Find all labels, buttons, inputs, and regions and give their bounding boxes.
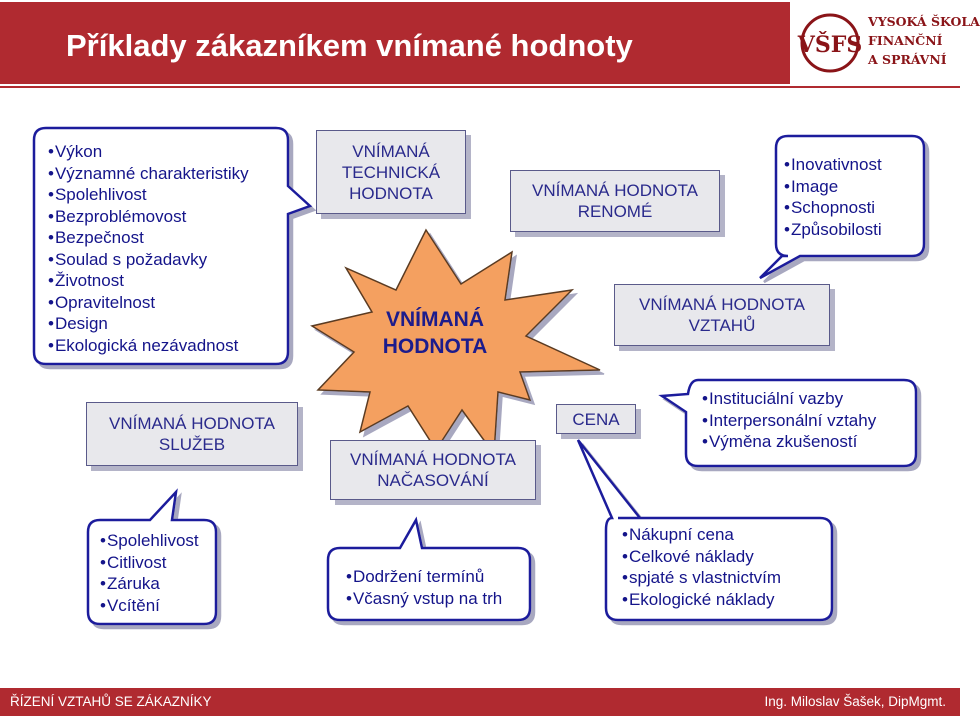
box-technicka-hodnota <box>316 130 466 214</box>
footer-course-title: ŘÍZENÍ VZTAHŮ SE ZÁKAZNÍKY <box>10 694 212 709</box>
box-nacasovani-line-1: VNÍMANÁ HODNOTA <box>350 450 516 469</box>
list-item: • Celkové náklady <box>622 546 781 568</box>
logo-line-3: A SPRÁVNÍ <box>868 52 947 67</box>
box-vztahu-line-1: VNÍMANÁ HODNOTA <box>639 295 805 314</box>
callout-inovativnost-list <box>784 154 882 240</box>
box-sluzeb-line-2: SLUŽEB <box>158 435 226 454</box>
box-hodnota-renome <box>510 170 720 232</box>
list-item: • Dodržení termínů <box>346 566 502 588</box>
list-item: • Bezproblémovost <box>48 206 249 228</box>
box-cena-label: CENA <box>572 409 620 429</box>
box-hodnota-sluzeb <box>86 402 298 466</box>
list-item: • Vcítění <box>100 595 199 617</box>
list-item: • Schopnosti <box>784 197 882 219</box>
center-line-1: VNÍMANÁ <box>386 308 484 331</box>
list-item: • Citlivost <box>100 552 199 574</box>
page-title: Příklady zákazníkem vnímané hodnoty <box>66 28 633 63</box>
footer-bar <box>0 688 960 716</box>
list-item: • Ekologické náklady <box>622 589 781 611</box>
list-item: • Spolehlivost <box>100 530 199 552</box>
box-hodnota-nacasovani <box>330 440 536 500</box>
box-technicka-line-2: TECHNICKÁ <box>341 162 441 182</box>
list-item: • Spolehlivost <box>48 184 249 206</box>
list-item: • Životnost <box>48 270 249 292</box>
box-vztahu-line-2: VZTAHŮ <box>688 316 756 335</box>
logo-line-1: VYSOKÁ ŠKOLA <box>868 14 980 29</box>
list-item: • Design <box>48 313 249 335</box>
center-star-label <box>370 306 500 360</box>
logo-line-2: FINANČNÍ <box>868 33 943 48</box>
list-item: • Interpersonální vztahy <box>702 410 876 432</box>
box-renome-line-2: RENOMÉ <box>577 202 653 221</box>
list-item: • Výměna zkušeností <box>702 431 876 453</box>
list-item: • spjaté s vlastnictvím <box>622 567 781 589</box>
list-item: • Způsobilosti <box>784 219 882 241</box>
box-sluzeb-line-1: VNÍMANÁ HODNOTA <box>109 414 275 433</box>
list-item: • Záruka <box>100 573 199 595</box>
callout-terminy-list <box>346 566 502 609</box>
list-item: • Výkon <box>48 141 249 163</box>
list-item: • Včasný vstup na trh <box>346 588 502 610</box>
list-item: • Opravitelnost <box>48 292 249 314</box>
box-nacasovani-line-2: NAČASOVÁNÍ <box>377 471 489 490</box>
list-item: • Image <box>784 176 882 198</box>
list-item: • Ekologická nezávadnost <box>48 335 249 357</box>
center-line-2: HODNOTA <box>382 335 488 358</box>
footer-author: Ing. Miloslav Šašek, DipMgmt. <box>764 694 946 709</box>
callout-vazby-list <box>702 388 876 453</box>
box-cena <box>556 404 636 434</box>
svg-text:VŠFS: VŠFS <box>797 32 863 58</box>
list-item: • Inovativnost <box>784 154 882 176</box>
list-item: • Nákupní cena <box>622 524 781 546</box>
list-item: • Bezpečnost <box>48 227 249 249</box>
list-item: • Instituciální vazby <box>702 388 876 410</box>
box-technicka-line-3: HODNOTA <box>349 183 433 203</box>
list-item: • Významné charakteristiky <box>48 163 249 185</box>
box-hodnota-vztahu <box>614 284 830 346</box>
box-renome-line-1: VNÍMANÁ HODNOTA <box>532 181 698 200</box>
callout-sluzby-list <box>100 530 199 616</box>
box-technicka-line-1: VNÍMANÁ <box>352 141 430 161</box>
callout-vykon-list <box>48 141 249 356</box>
callout-naklady-list <box>622 524 781 610</box>
list-item: • Soulad s požadavky <box>48 249 249 271</box>
